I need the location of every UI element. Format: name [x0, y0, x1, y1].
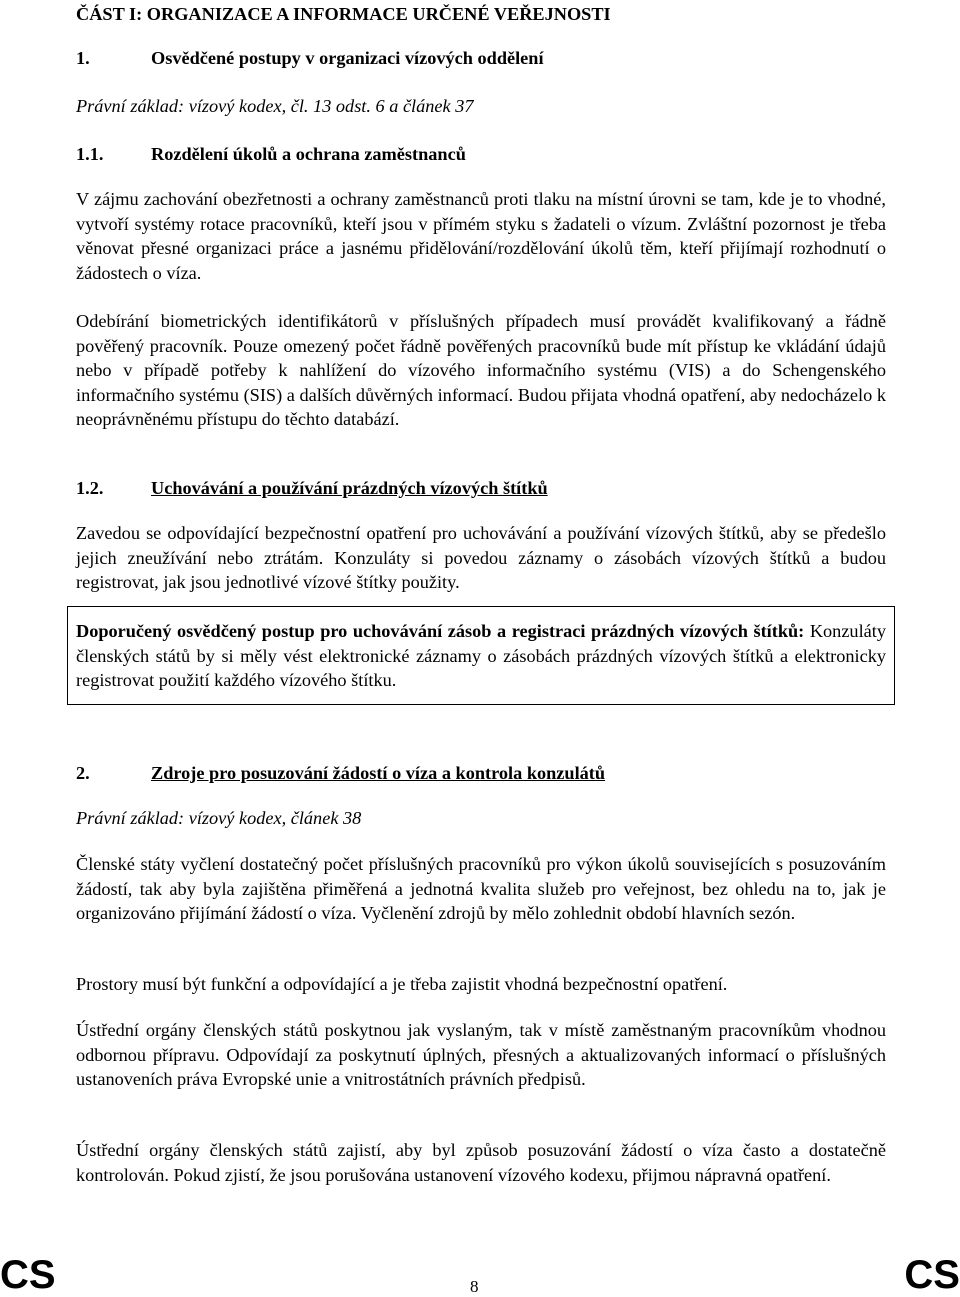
- section-title: Uchovávání a používání prázdných vízových štítků: [151, 478, 548, 498]
- section-title: Osvědčené postupy v organizaci vízových oddělení: [151, 48, 544, 68]
- section-2-paragraph-3: Ústřední orgány členských států poskytnou jak vyslaným, tak v místě zaměstnaným pracovníkům vhodnou odbornou přípravu. Odpovídají za poskytnutí úplných, přesných a aktualizovaných informací o příslušných ustanoveních práva Evropské unie a vnitrostátních právních předpisů.: [76, 1020, 886, 1089]
- section-number: 1.2.: [76, 478, 104, 498]
- best-practice-text: [76, 619, 886, 693]
- section-2-heading: [76, 761, 886, 786]
- section-title: Zdroje pro posuzování žádostí o víza a kontrola konzulátů: [151, 763, 606, 783]
- section-number: 1.: [76, 48, 90, 68]
- footer-language-right: CS: [904, 1253, 960, 1297]
- best-practice-body: Konzuláty členských států by si měly vést elektronické záznamy o zásobách prázdných vízových štítků a elektronicky registrovat použití každého vízového štítku.: [76, 621, 886, 690]
- section-title: Rozdělení úkolů a ochrana zaměstnanců: [151, 144, 466, 164]
- section-1-1-paragraph-1: V zájmu zachování obezřetnosti a ochrany zaměstnanců proti tlaku na místní úrovni se tam, kde je to vhodné, vytvoří systémy rotace pracovníků, kteří jsou v přímém styku s žadateli o vízum. Zvláštní pozornost je třeba věnovat přesné organizaci práce a jasnému přidělování/rozdělování úkolů těm, kteří přijímají rozhodnutí o žádostech o víza.: [76, 189, 886, 283]
- section-2-paragraph-4: Ústřední orgány členských států zajistí, aby byl způsob posuzování žádostí o víza často a dostatečně kontrolován. Pokud zjistí, že jsou porušována ustanovení vízového kodexu, přijmou nápravná opatření.: [76, 1140, 886, 1185]
- section-1-2-paragraph-1: Zavedou se odpovídající bezpečnostní opatření pro uchovávání a používání vízových štítků, aby se předešlo jejich zneužívání nebo ztrátám. Konzuláty si povedou záznamy o zásobách vízových štítků a budou registrovat, jak jsou jednotlivé vízové štítky použity.: [76, 523, 886, 592]
- section-1-2-heading: [76, 476, 886, 501]
- section-number: 2.: [76, 763, 90, 783]
- part-title: ČÁST I: ORGANIZACE A INFORMACE URČENÉ VEŘEJNOSTI: [76, 4, 611, 24]
- best-practice-heading: Doporučený osvědčený postup pro uchovávání zásob a registraci prázdných vízových štítků:: [76, 621, 805, 641]
- section-1-heading: [76, 46, 886, 71]
- section-1-1-heading: [76, 142, 886, 167]
- section-2-paragraph-2: Prostory musí být funkční a odpovídající a je třeba zajistit vhodná bezpečnostní opatření.: [76, 974, 728, 994]
- section-number: 1.1.: [76, 144, 104, 164]
- footer-language-left: CS: [0, 1253, 56, 1297]
- section-1-1-paragraph-2: Odebírání biometrických identifikátorů v příslušných případech musí provádět kvalifikovaný a řádně pověřený pracovník. Pouze omezený počet řádně pověřených pracovníků bude mít přístup ke vkládání údajů nebo v případě potřeby k nahlížení do vízového informačního systému (VIS) a do Schengenského informačního systému (SIS) a dalších důvěrných informací. Budou přijata vhodná opatření, aby nedocházelo k neoprávněnému přístupu do těchto databází.: [76, 311, 886, 429]
- page-number: 8: [470, 1277, 479, 1296]
- section-1-legal-basis: Právní základ: vízový kodex, čl. 13 odst. 6 a článek 37: [76, 96, 474, 116]
- section-2-legal-basis: Právní základ: vízový kodex, článek 38: [76, 808, 362, 828]
- section-2-paragraph-1: Členské státy vyčlení dostatečný počet příslušných pracovníků pro výkon úkolů souvisejících s posuzováním žádostí, tak aby byla zajištěna přiměřená a jednotná kvalita služeb pro veřejnost, bez ohledu na to, jak je organizováno přijímání žádostí o víza. Vyčlenění zdrojů by mělo zohlednit období hlavních sezón.: [76, 854, 886, 923]
